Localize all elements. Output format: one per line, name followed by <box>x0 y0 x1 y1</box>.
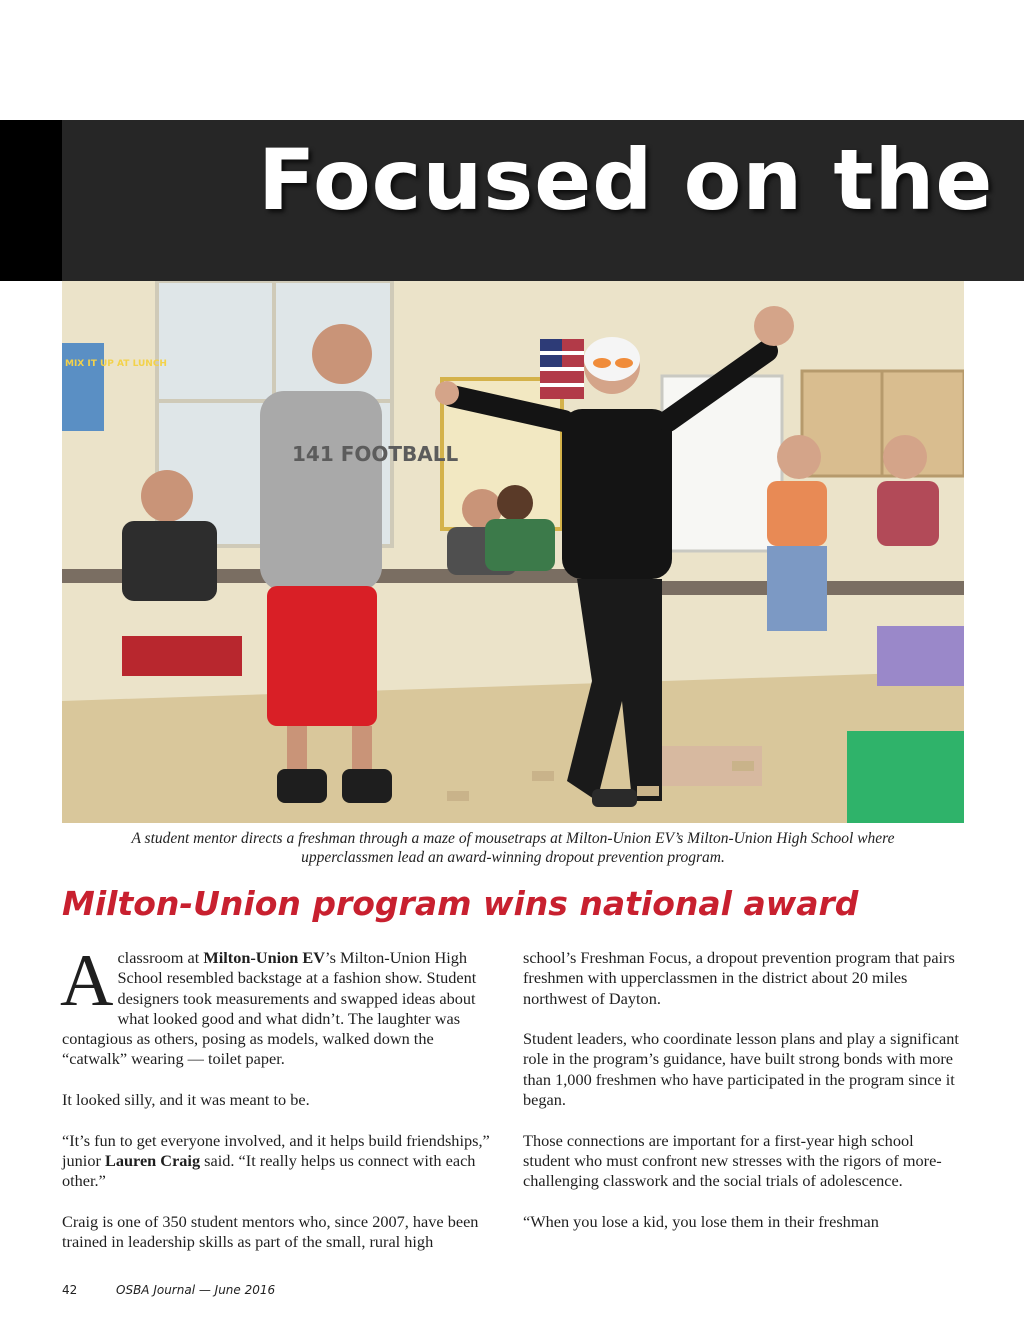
lunch-poster <box>62 343 104 431</box>
article-paragraph: A classroom at Milton-Union EV’s Milton-Union High School resembled backstage at a fashion show. Student designers took measurements and swapped ideas about what looked good and what didn’t. The laughter was contagious as others, posing as models, walked down the “catwalk” wearing — toilet paper. <box>60 940 477 1069</box>
classroom-photo-illustration <box>62 281 964 823</box>
page-title: Focused on the <box>258 131 994 229</box>
caption-line-2: upperclassmen lead an award-winning dropout prevention program. <box>301 849 725 866</box>
district-name: Milton-Union EV <box>203 948 326 967</box>
mentor-shorts <box>267 586 377 726</box>
article-headline: Milton-Union program wins national award <box>62 884 859 923</box>
article-column-right <box>523 948 963 1252</box>
article-paragraph: “When you lose a kid, you lose them in their freshman <box>523 1211 879 1231</box>
article-paragraph: It looked silly, and it was meant to be. <box>62 1090 310 1110</box>
mentor-shirt <box>260 391 382 591</box>
article-paragraph: Student leaders, who coordinate lesson plans and play a significant role in the program’s guidance, have built strong bonds with more than 1,000 freshmen who have participated in the program since it began. <box>523 1029 959 1110</box>
mousetrap <box>732 761 754 771</box>
page-number: 42 <box>62 1283 78 1297</box>
student-name: Lauren Craig <box>104 1150 201 1170</box>
mousetrap <box>637 786 659 796</box>
mousetrap <box>532 771 554 781</box>
mousetrap <box>447 791 469 801</box>
purple-pillow <box>877 626 964 686</box>
caption-line-1: A student mentor directs a freshman through a maze of mousetraps at Milton-Union EV’s Milton-Union High School where <box>131 830 895 847</box>
header-black-tab <box>0 120 64 281</box>
poster-text: MIX IT UP AT LUNCH <box>65 359 167 369</box>
photo-caption <box>62 829 964 867</box>
drop-cap: A <box>60 940 114 1022</box>
article-paragraph: “It’s fun to get everyone involved, and it helps build friendships,” junior Lauren Craig said. “It really helps us connect with each other.” <box>62 1130 490 1191</box>
freshman-jacket <box>562 409 672 579</box>
journal-name: OSBA Journal — June 2016 <box>116 1283 276 1297</box>
classroom-photo <box>62 281 964 823</box>
shirt-text: 141 FOOTBALL <box>292 442 459 466</box>
student-head <box>141 470 193 522</box>
article-paragraph: school’s Freshman Focus, a dropout prevention program that pairs freshmen with upperclassmen in the district about 20 miles northwest of Dayton. <box>523 948 955 1008</box>
mentor-head <box>312 324 372 384</box>
blindfold-mask <box>584 337 640 381</box>
article-column-left <box>60 940 502 1273</box>
article-paragraph: Those connections are important for a first-year high school student who must confront new stresses with the rigors of more-challenging classwork and the social trials of adolescence. <box>523 1130 942 1191</box>
article-paragraph: Craig is one of 350 student mentors who, since 2007, have been trained in leadership skills as part of the small, rural high <box>62 1211 479 1252</box>
green-box <box>847 731 964 823</box>
